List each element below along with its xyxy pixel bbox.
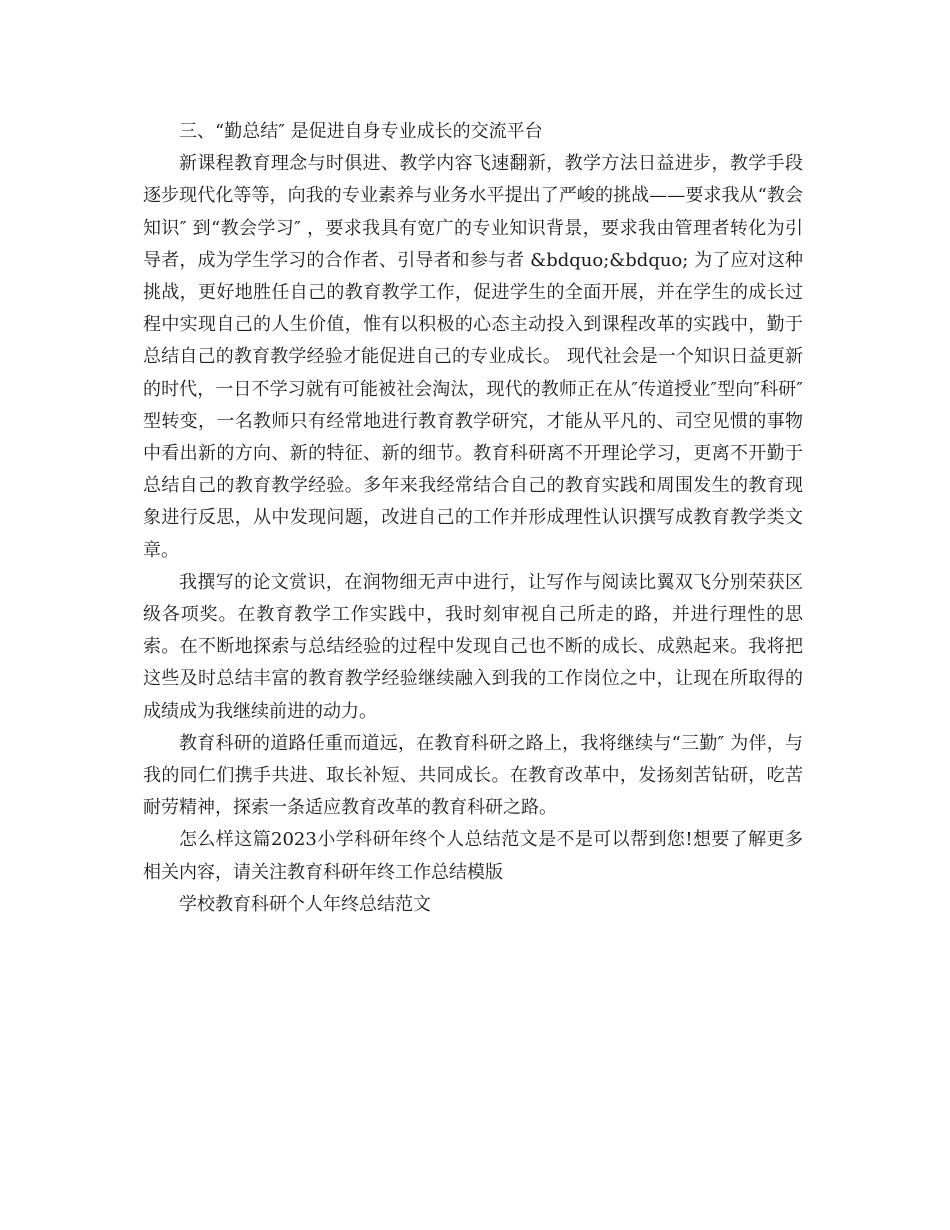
paragraph-4: 怎么样这篇2023小学科研年终个人总结范文是不是可以帮到您!想要了解更多相关内容，请关注教育科研年终工作总结模版	[143, 829, 803, 883]
paragraph-3: 教育科研的道路任重而道远，在教育科研之路上，我将继续与“三勤″ 为伴，与我的同仁们携手共进、取长补短、共同成长。在教育改革中，发扬刻苦钻研，吃苦耐劳精神，探索一条适应教育改革的教育科研之路。	[143, 732, 803, 819]
document-body	[143, 116, 803, 921]
paragraph-1: 新课程教育理念与时俱进、教学内容飞速翻新，教学方法日益进步，教学手段逐步现代化等等，向我的专业素养与业务水平提出了严峻的挑战——要求我从“教会知识″ 到“教会学习″ ，要求我具有宽广的专业知识背景，要求我由管理者转化为引导者，成为学生学习的合作者、引导者和参与者 &bdquo;&bdquo; 为了应对这种挑战，更好地胜任自己的教育教学工作，促进学生的全面开展，并在学生的成长过程中实现自己的人生价值，惟有以积极的心态主动投入到课程改革的实践中，勤于总结自己的教育教学经验才能促进自己的专业成长。 现代社会是一个知识日益更新的时代，一日不学习就有可能被社会淘汰，现代的教师正在从″传道授业″型向″科研″型转变，一名教师只有经常地进行教育教学研究，才能从平凡的、司空见惯的事物中看出新的方向、新的特征、新的细节。教育科研离不开理论学习，更离不开勤于总结自己的教育教学经验。多年来我经常结合自己的教育实践和周围发生的教育现象进行反思，从中发现问题，改进自己的工作并形成理性认识撰写成教育教学类文章。	[143, 153, 803, 561]
section-heading: 三、“勤总结″ 是促进自身专业成长的交流平台	[179, 121, 543, 142]
paragraph-2: 我撰写的论文赏识，在润物细无声中进行，让写作与阅读比翼双飞分别荣获区级各项奖。在教育教学工作实践中，我时刻审视自己所走的路，并进行理性的思索。在不断地探索与总结经验的过程中发现自己也不断的成长、成熟起来。我将把这些及时总结丰富的教育教学经验继续融入到我的工作岗位之中，让现在所取得的成绩成为我继续前进的动力。	[143, 571, 803, 722]
paragraph-5: 学校教育科研个人年终总结范文	[179, 893, 431, 915]
